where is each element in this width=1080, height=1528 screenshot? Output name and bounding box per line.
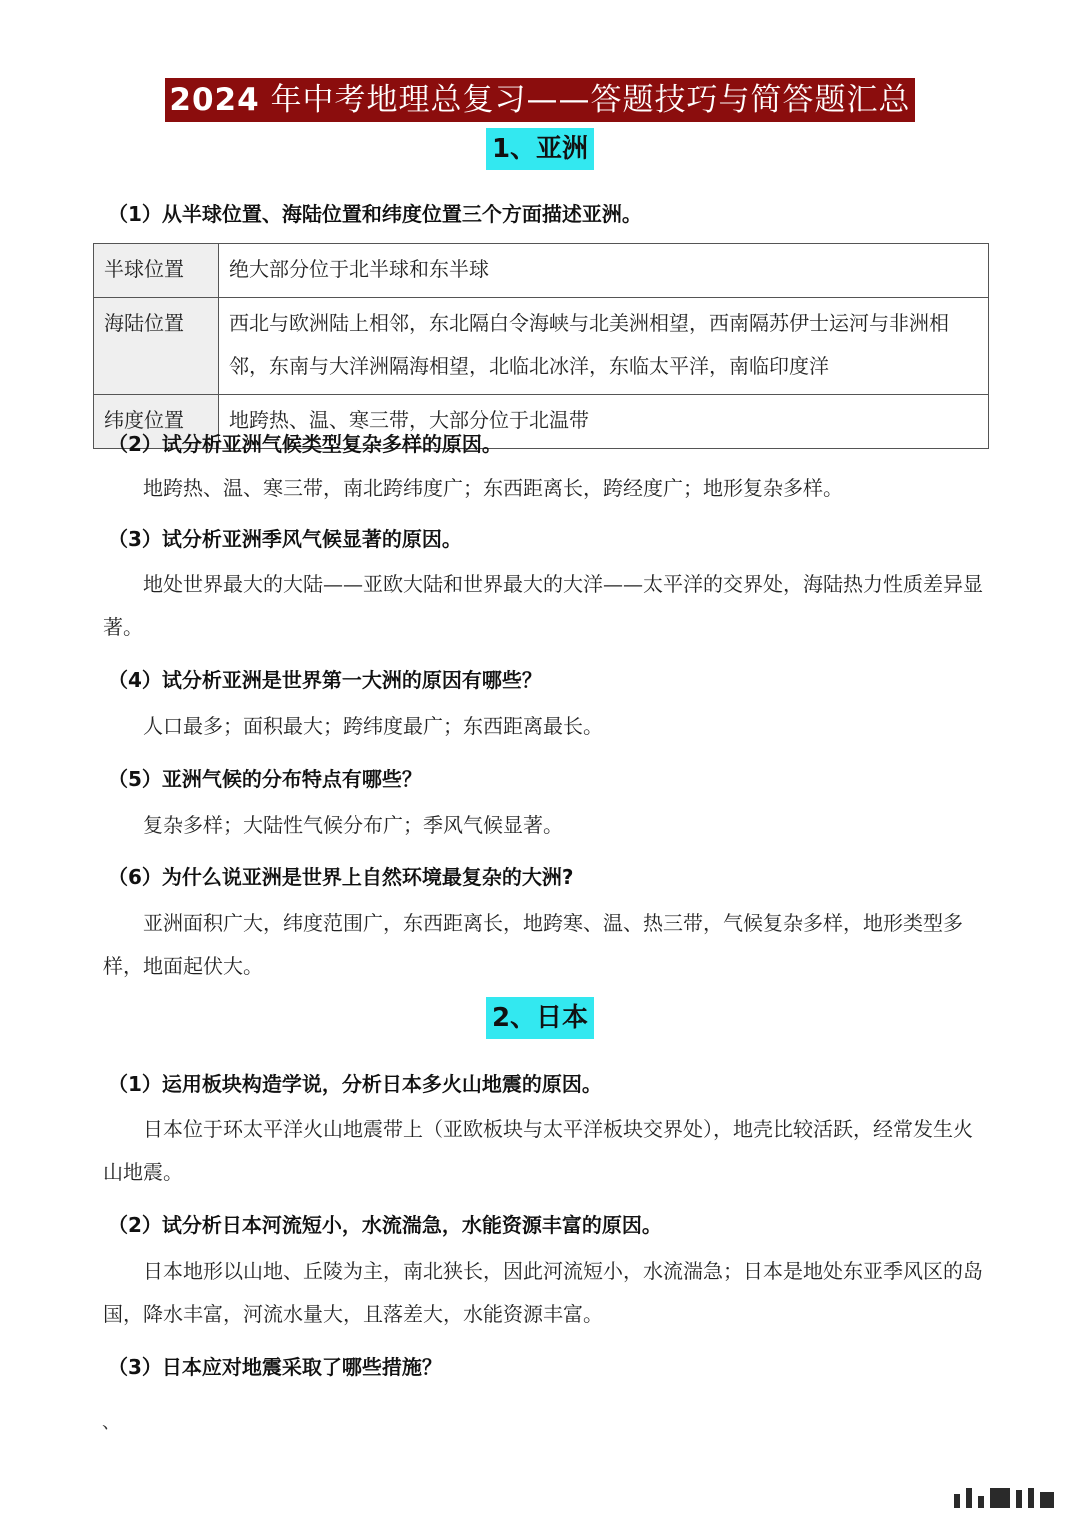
table-key-cell: 海陆位置 [94, 298, 219, 395]
answer-asia-5: 复杂多样；大陆性气候分布广；季风气候显著。 [143, 813, 563, 837]
answer-asia-6: 亚洲面积广大，纬度范围广，东西距离长，地跨寒、温、热三带，气候复杂多样，地形类型多样，地面起伏大。 [103, 911, 963, 978]
table-row [94, 298, 989, 395]
table-key-cell: 半球位置 [94, 244, 219, 298]
title-bar [0, 78, 1080, 122]
question-japan-1: （1）运用板块构造学说，分析日本多火山地震的原因。 [108, 1072, 602, 1096]
section-heading-asia: 1、亚洲 [0, 128, 1080, 170]
answer-asia-4: 人口最多；面积最大；跨纬度最广；东西距离最长。 [143, 714, 603, 738]
answer-asia-2: 地跨热、温、寒三带，南北跨纬度广；东西距离长，跨经度广；地形复杂多样。 [143, 476, 843, 500]
question-japan-2: （2）试分析日本河流短小，水流湍急，水能资源丰富的原因。 [108, 1213, 662, 1237]
table-key-cell: 纬度位置 [94, 395, 219, 449]
answer-asia-3: 地处世界最大的大陆——亚欧大陆和世界最大的大洋——太平洋的交界处，海陆热力性质差异显著。 [103, 572, 983, 639]
watermark-bars [954, 1488, 1054, 1508]
question-japan-3: （3）日本应对地震采取了哪些措施？ [108, 1355, 442, 1379]
stray-mark: 、 [102, 1412, 120, 1433]
section-heading-japan: 2、日本 [0, 997, 1080, 1039]
question-asia-3: （3）试分析亚洲季风气候显著的原因。 [108, 527, 462, 551]
answer-japan-1: 日本位于环太平洋火山地震带上（亚欧板块与太平洋板块交界处），地壳比较活跃，经常发生火山地震。 [103, 1117, 973, 1184]
table-value-cell: 地跨热、温、寒三带，大部分位于北温带 [219, 395, 989, 449]
table-row [94, 244, 989, 298]
question-asia-1: （1）从半球位置、海陆位置和纬度位置三个方面描述亚洲。 [108, 202, 642, 226]
question-asia-2: （2）试分析亚洲气候类型复杂多样的原因。 [108, 432, 502, 456]
question-asia-6: （6）为什么说亚洲是世界上自然环境最复杂的大洲? [108, 865, 574, 889]
page-title: 2024 年中考地理总复习——答题技巧与简答题汇总 [165, 78, 914, 122]
question-asia-5: （5）亚洲气候的分布特点有哪些？ [108, 767, 422, 791]
question-asia-4: （4）试分析亚洲是世界第一大洲的原因有哪些？ [108, 668, 542, 692]
answer-japan-2: 日本地形以山地、丘陵为主，南北狭长，因此河流短小，水流湍急；日本是地处东亚季风区的岛国，降水丰富，河流水量大，且落差大，水能资源丰富。 [103, 1259, 983, 1326]
table-value-cell: 绝大部分位于北半球和东半球 [219, 244, 989, 298]
asia-position-table [93, 243, 989, 449]
table-value-cell: 西北与欧洲陆上相邻，东北隔白令海峡与北美洲相望，西南隔苏伊士运河与非洲相邻，东南与大洋洲隔海相望，北临北冰洋，东临太平洋，南临印度洋 [219, 298, 989, 395]
